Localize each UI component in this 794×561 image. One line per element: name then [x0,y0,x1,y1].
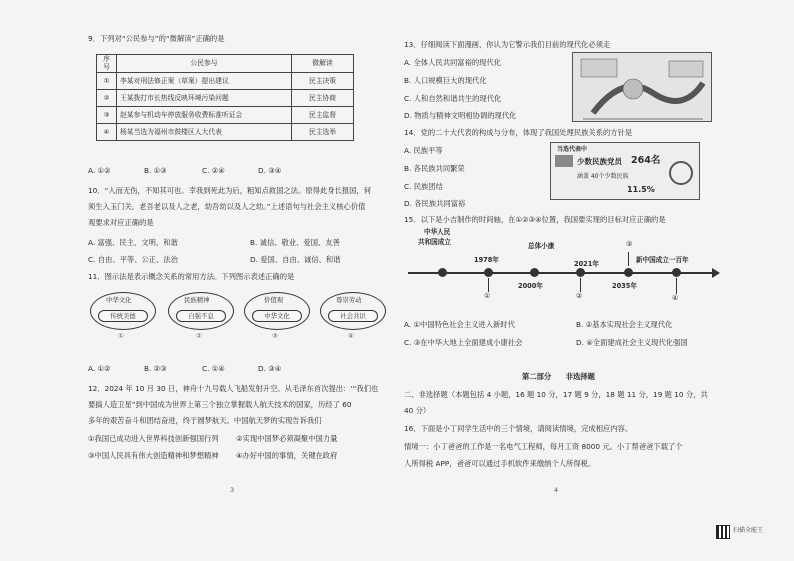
q11-option-d: D. ③④ [258,364,282,373]
q12-choice-2: ②实现中国梦必须凝聚中国力量 [236,434,338,443]
table-row [97,123,354,140]
q11-diagram-4-outer: 尊崇劳动 [336,296,362,304]
pie-icon [669,161,693,185]
q11-diagram-1-outer: 中华文化 [106,296,132,304]
timeline-label-centenary: 新中国成立一百年 [636,256,689,264]
q9-option-a: A. ①② [88,166,111,175]
q13-cartoon-image [572,52,712,122]
q12-choice-1: ①我国已成功进入世界科技创新强国行列 [88,434,219,443]
part2-title: 第二部分 非选择题 [522,372,595,381]
q10-option-d: D. 爱国、自由、诚信、和谐 [250,255,341,264]
q14-option-d: D. 各民族共同富裕 [404,199,466,208]
timeline-dot [672,268,681,277]
timeline-label-prc-1: 中华人民 [424,228,451,236]
timeline-label-2021: 2021年 [574,260,599,268]
timeline-label-xiaokang: 总体小康 [528,242,555,250]
q11-option-b: B. ②③ [144,364,167,373]
q11-diagram-4-inner: 社会共识 [328,310,378,322]
part2-line-1: 二、非选择题（本题包括 4 小题，16 题 10 分，17 题 9 分，18 题 11 分，19 题 10 分，共 [404,390,708,399]
q15-option-d: D. ④全面建成社会主义现代化强国 [576,338,688,347]
timeline-label-1978: 1978年 [474,256,499,264]
infographic-line2: 涵盖 40个少数民族 [577,173,629,180]
q11-diagram-2-outer: 民族精神 [184,296,210,304]
part2-line-2: 40 分） [404,406,431,415]
infographic-value: 264名 [631,155,661,166]
table-cell: ④ [97,123,117,140]
page-number: 3 [230,486,235,494]
q10-option-b: B. 诚信、敬业、爱国、友善 [250,238,340,247]
q14-option-a: A. 民族平等 [404,146,443,155]
q11-diagram-1-num: ① [118,332,124,340]
q14-stem: 14．党的二十大代表的构成与分布，体现了我国处理民族关系的方针是 [404,128,633,137]
q12-line-3: 多年的艰苦奋斗和团结奋进，终于圆梦航天。中国航天梦的实现告诉我们 [88,416,322,425]
infographic-line1: 少数民族党员 [577,157,622,166]
timeline-dot [484,268,493,277]
table-cell: 民主监督 [292,106,354,123]
table-cell: ① [97,72,117,89]
q10-line-3: 观要求对应正确的是 [88,218,154,227]
q12-line-2: 要搞人造卫星”到中国成为世界上第三个独立掌握载人航天技术的国家，历经了 60 [88,400,352,409]
q10-line-2: 须生入玉门关。老吾老以及人之老，幼吾幼以及人之幼。”上述语句与社会主义核心价值 [88,202,366,211]
q10-option-c: C. 自由、平等、公正、法治 [88,255,178,264]
scanner-app-name: 扫描全能王 [733,527,764,534]
q14-infographic [550,142,700,200]
timeline-dot [576,268,585,277]
timeline-marker-1: ① [484,292,491,300]
timeline-label-2000: 2000年 [518,282,543,290]
q14-option-c: C. 民族团结 [404,182,443,191]
q10-line-1: 10．“入而无伤，不知其可也。幸我到死此为后，粗知点救国之法。原得此身长报国，何 [88,186,372,195]
q11-diagram-3-inner: 中华文化 [252,310,302,322]
header-cell: 微解读 [292,55,354,73]
table-cell: ② [97,89,117,106]
q9-stem: 9．下列对“公民参与”的“微解读”正确的是 [88,34,225,43]
table-cell: 王某拨打市长热线反映环境污染问题 [117,89,292,106]
timeline-label-prc-2: 共和国成立 [418,238,451,246]
infographic-pct: 11.5% [627,185,655,194]
q13-option-c: C. 人和自然和谐共生的现代化 [404,94,502,103]
timeline-dot [438,268,447,277]
cartoon-illustration [573,53,713,123]
q11-option-a: A. ①② [88,364,111,373]
q12-choice-3: ③中国人民具有伟大创造精神和梦想精神 [88,451,219,460]
q11-diagram-2-num: ② [196,332,202,340]
q11-option-c: C. ①④ [202,364,225,373]
table-cell: ③ [97,106,117,123]
q15-option-b: B. ②基本实现社会主义现代化 [576,320,673,329]
table-row [97,72,354,89]
q9-option-c: C. ②④ [202,166,225,175]
arrow-right-icon [712,268,720,278]
q11-stem: 11．图示法是表示概念关系的常用方法。下列图示表述正确的是 [88,272,295,281]
timeline-marker-3: ③ [626,240,633,248]
timeline-label-2035: 2035年 [612,282,637,290]
q12-choice-4: ④办好中国的事情，关键在政府 [236,451,338,460]
q9-option-b: B. ①③ [144,166,167,175]
left-page [84,0,394,561]
q12-line-1: 12．2024 年 10 月 30 日，神舟十九号载人飞船发射升空。从毛泽东首次提出：‘“我们也 [88,384,379,393]
q15-stem: 15．以下是小吉制作的时间轴，在①②③④位置，我国要实现的目标对应正确的是 [404,215,666,224]
q10-option-a: A. 富强、民主、文明、和谐 [88,238,178,247]
timeline-tick [628,252,629,266]
scanner-logo-icon [716,525,730,539]
infographic-title: 当选代表中 [557,146,588,153]
q11-diagram-1-inner: 传统美德 [98,310,148,322]
arrow-icon [555,155,573,167]
table-row [97,106,354,123]
q16-line-2: 情境一：小丁爸爸的工作是一名电气工程师，每月工资 8000 元。小丁帮爸爸下载了个 [404,442,683,451]
page-number: 4 [554,486,559,494]
q15-option-a: A. ①中国特色社会主义进入新时代 [404,320,515,329]
timeline-tick [488,278,489,292]
q11-diagram-3-outer: 价值观 [264,296,284,304]
q16-line-3: 人所得税 APP，爸爸可以通过手机软件来缴纳个人所得税。 [404,459,596,468]
q11-diagram-3-num: ③ [272,332,278,340]
timeline-marker-4: ④ [672,294,679,302]
header-cell: 序号 [97,55,117,73]
q13-stem: 13．仔细阅读下面漫画，你认为它警示我们目前的现代化必须走 [404,40,611,49]
q15-option-c: C. ③在中华大地上全面建成小康社会 [404,338,523,347]
table-cell: 民主决策 [292,72,354,89]
timeline-marker-2: ② [576,292,583,300]
right-page [404,0,724,561]
q13-option-d: D. 物质与精神文明相协调的现代化 [404,111,517,120]
header-cell: 公民参与 [117,55,292,73]
table-cell: 杨某当选为福州市鼓楼区人大代表 [117,123,292,140]
table-cell: 民主选举 [292,123,354,140]
q9-table [96,54,354,141]
table-cell: 李某对刑法修正案（草案）提出建议 [117,72,292,89]
table-header [97,55,354,73]
q13-option-a: A. 全体人民共同富裕的现代化 [404,58,502,67]
timeline-tick [580,278,581,292]
q9-option-d: D. ③④ [258,166,282,175]
q14-option-b: B. 各民族共同繁荣 [404,164,465,173]
table-cell: 赵某参与机动车停放服务收费标准听证会 [117,106,292,123]
q11-diagram-2-inner: 自强不息 [176,310,226,322]
timeline-tick [676,278,677,294]
timeline-axis [408,272,716,274]
timeline-dot [530,268,539,277]
q16-line-1: 16．下面是小丁同学生活中的三个情境，请阅读情境，完成相应内容。 [404,424,633,433]
timeline-dot [624,268,633,277]
q11-diagram-4-num: ④ [348,332,354,340]
table-row [97,89,354,106]
table-cell: 民主协商 [292,89,354,106]
q13-option-b: B. 人口规模巨大的现代化 [404,76,487,85]
